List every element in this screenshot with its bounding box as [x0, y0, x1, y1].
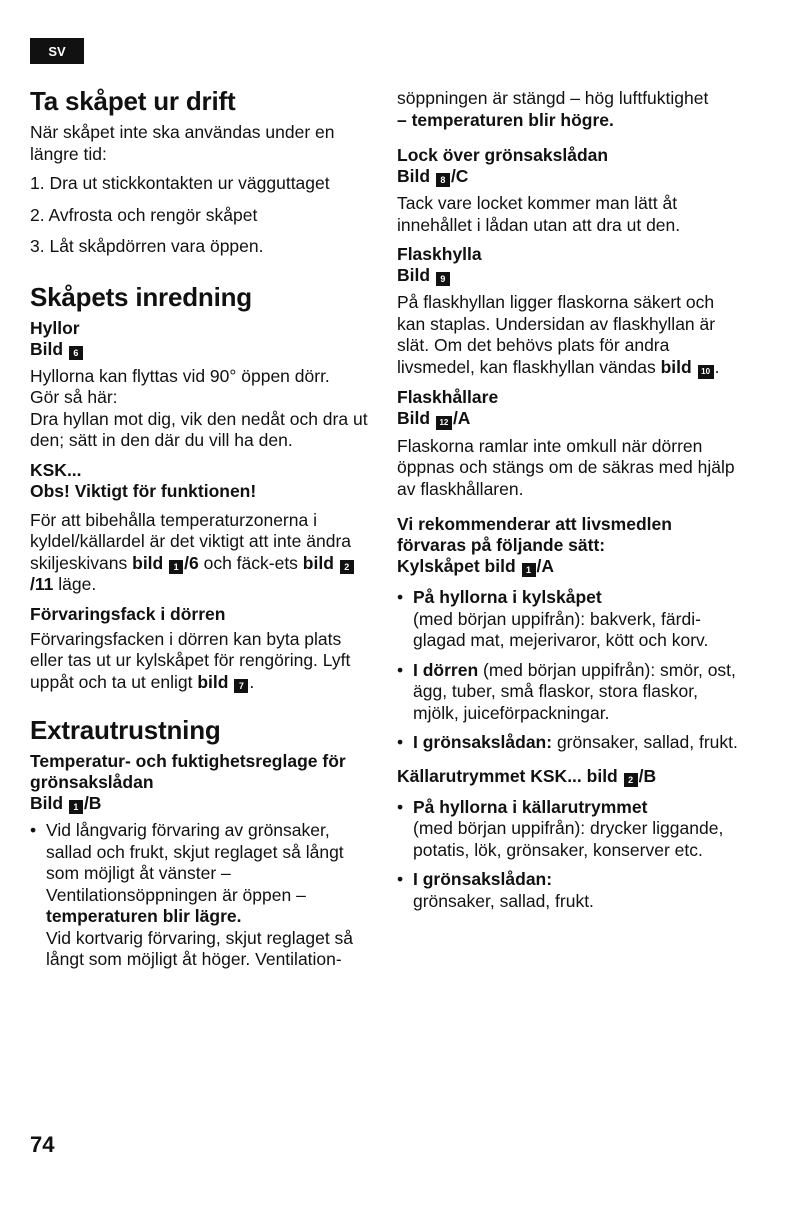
figure-ref-bottle-holder: Bild 12 /A: [397, 407, 471, 428]
figure-ref-shelves: Bild 6: [30, 339, 370, 360]
model-label: KSK...: [30, 459, 82, 480]
subheading-crisper-lid: Lock över grönsakslådan: [397, 145, 609, 165]
list-item: • Vid långvarig förvaring av grönsaker, sallad och frukt, skjut reglaget så långt som möjligt åt vänster – Ventilationsöppningen är öppen – temperaturen blir lägre. Vid kortvarig förvaring, skjut reglaget så långt som möjligt åt höger. Ventilation-: [30, 820, 370, 971]
cellar-storage-list: [397, 797, 742, 913]
figure-number-badge: 7: [234, 679, 248, 693]
figure-number-badge: 1: [169, 560, 183, 574]
bottle-shelf-text: På flaskhyllan ligger flaskorna säkert och kan staplas. Undersidan av flaskhyllan är slät. Om det behövs plats för andra livsmedel, kan flaskhyllan vändas bild 10 .: [397, 292, 720, 377]
figure-number-badge: 1: [69, 800, 83, 814]
list-item: • På hyllorna i källarutrymmet (med början uppifrån): drycker liggande, potatis, lök, grönsaker, konserver etc.: [397, 797, 742, 862]
step-item: 3. Låt skåpdörren vara öppen.: [30, 236, 264, 256]
continued-text-2: – temperaturen blir högre.: [397, 109, 614, 130]
left-column: [30, 86, 370, 979]
humidity-control-list: [30, 820, 370, 971]
figure-number-badge: 8: [436, 173, 450, 187]
decommission-intro: När skåpet inte ska användas under en längre tid:: [30, 122, 335, 164]
crisper-lid-text: Tack vare locket kommer man lätt åt innehållet i lådan utan att dra ut den.: [397, 193, 681, 235]
figure-ref-crisper-lid: Bild 8 /C: [397, 166, 469, 186]
shelves-text-1: Hyllorna kan flyttas vid 90° öppen dörr.: [30, 365, 330, 386]
section-title-extra-equipment: Extrautrustning: [30, 715, 221, 745]
figure-number-badge: 6: [69, 346, 83, 360]
language-tag: SV: [30, 38, 84, 64]
list-item: • I grönsakslådan: grönsaker, sallad, frukt.: [397, 869, 742, 912]
section-title-interior: Skåpets inredning: [30, 281, 252, 312]
list-item: • På hyllorna i kylskåpet (med början uppifrån): bakverk, färdi-glagad mat, mejerivaror, kött och korv.: [397, 587, 742, 652]
fridge-storage-list: [397, 587, 742, 754]
decommission-steps: [30, 173, 370, 258]
continued-text-1: söppningen är stängd – hög luftfuktighet: [397, 88, 709, 108]
subheading-cellar: Källarutrymmet KSK... bild 2 /B: [397, 765, 657, 786]
list-item: • I grönsakslådan: grönsaker, sallad, frukt.: [397, 732, 742, 754]
subheading-bottle-holder: Flaskhållare: [397, 386, 499, 407]
figure-number-badge: 10: [698, 365, 714, 379]
step-item: 1. Dra ut stickkontakten ur vägguttaget: [30, 173, 330, 193]
figure-ref-humidity-control: Bild 1 /B: [30, 793, 102, 813]
subheading-humidity-control: Temperatur- och fuktighetsreglage för grönsakslådan: [30, 751, 346, 792]
right-column: [397, 88, 742, 920]
page-number: 74: [30, 1132, 55, 1157]
subheading-fridge: Kylskåpet bild 1 /A: [397, 556, 555, 576]
door-compartments-text: Förvaringsfacken i dörren kan byta plats eller tas ut ur kylskåpet för rengöring. Lyft uppåt och ta ut enligt bild 7 .: [30, 628, 351, 692]
step-item: 2. Avfrosta och rengör skåpet: [30, 204, 258, 225]
important-notice-text: För att bibehålla temperaturzonerna i kyldel/källardel är det viktigt att inte ändra skiljeskivans bild 1 /6 och fäck-ets bild 2/11 läge.: [30, 510, 370, 596]
storage-recommendation-heading: Vi rekommenderar att livsmedlen förvaras på följande sätt:: [397, 514, 672, 555]
shelves-text-2: Gör så här:: [30, 387, 118, 407]
figure-number-badge: 1: [522, 563, 536, 577]
subheading-door-compartments: Förvaringsfack i dörren: [30, 603, 226, 624]
figure-number-badge: 2: [340, 560, 354, 574]
bottle-holder-text: Flaskorna ramlar inte omkull när dörren öppnas och stängs om de säkras med hjälp av flaskhållaren.: [397, 435, 735, 499]
shelves-text-3: Dra hyllan mot dig, vik den nedåt och dra ut den; sätt in den där du vill ha den.: [30, 408, 368, 450]
subheading-shelves: Hyllor: [30, 317, 80, 338]
figure-ref-bottle-shelf: Bild 9: [397, 265, 742, 286]
list-item: • I dörren (med början uppifrån): smör, ost, ägg, tuber, små flaskor, stora flaskor, mjölk, juiceförpackningar.: [397, 660, 742, 725]
figure-number-badge: 12: [436, 416, 452, 430]
figure-number-badge: 2: [624, 773, 638, 787]
figure-number-badge: 9: [436, 272, 450, 286]
subheading-bottle-shelf: Flaskhylla: [397, 244, 482, 264]
important-notice: Obs! Viktigt för funktionen!: [30, 480, 257, 501]
section-title-decommission: Ta skåpet ur drift: [30, 86, 236, 116]
